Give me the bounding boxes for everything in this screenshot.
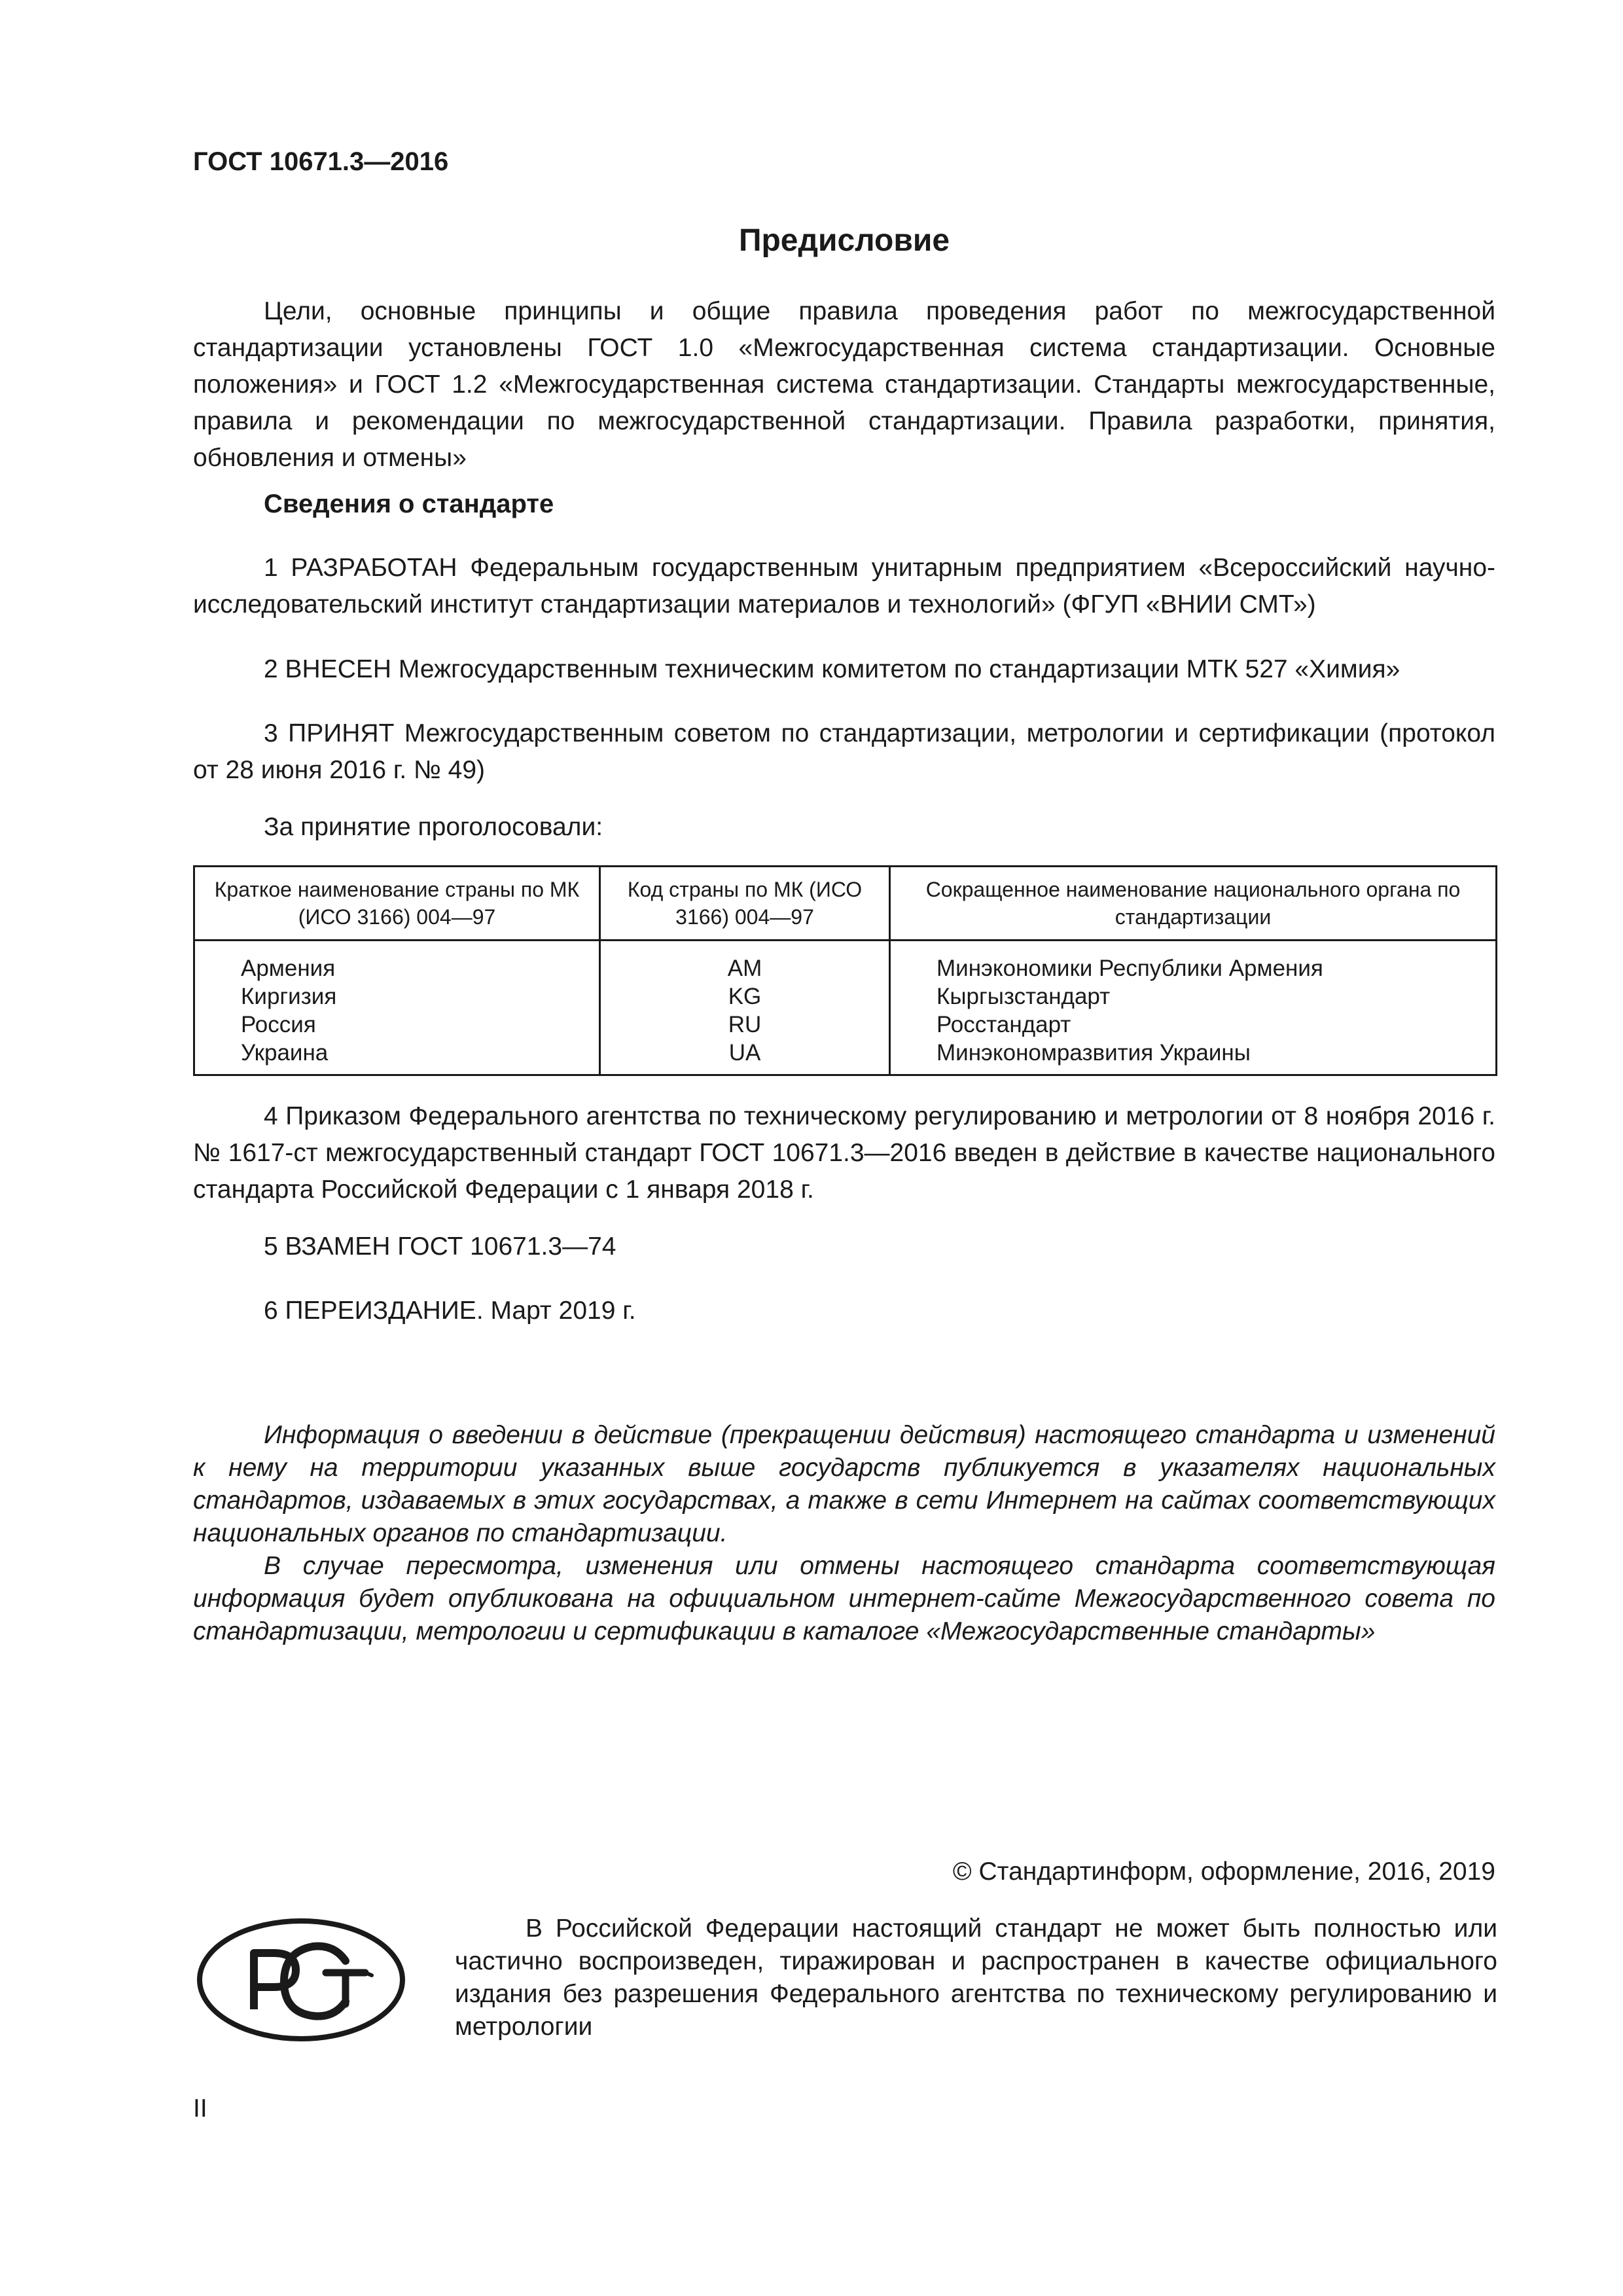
italic-note-publication: Информация о введении в действие (прекращении действия) настоящего стандарта и изменений к нему на территории указанных выше государств публикуется в указателях национальных стандартов, издаваемых в этих государствах, а также в сети Интернет на сайтах соответствующих национальных органов по стандартизации. <box>193 1421 1495 1547</box>
intro-paragraph: Цели, основные принципы и общие правила проведения работ по межгосударственной стандартизации установлены ГОСТ 1.0 «Межгосударственная система стандартизации. Основные положения» и ГОСТ 1.2 «Межгосударственная система стандартизации. Стандарты межгосударственные, правила и рекомендации по межгосударственной стандартизации. Правила разработки, принятия, обновления и отмены» <box>193 297 1495 472</box>
table-header-row <box>194 867 1497 941</box>
document-code: ГОСТ 10671.3—2016 <box>193 147 449 176</box>
page-title: Предисловие <box>738 223 950 258</box>
standards-body: Минэкономики Республики Армения <box>936 956 1323 981</box>
country-code: KG <box>728 984 762 1009</box>
header-standards-body: Сокращенное наименование национального органа по стандартизации <box>890 867 1497 941</box>
country-name: Киргизия <box>241 984 337 1009</box>
country-name: Россия <box>241 1012 316 1037</box>
item-order: 4 Приказом Федерального агентства по техническому регулированию и метрологии от 8 ноября 2016 г. № 1617-ст межгосударственный стандарт ГОСТ 10671.3—2016 введен в действие в качестве национального стандарта Российской Федерации с 1 января 2018 г. <box>193 1102 1495 1204</box>
info-heading: Сведения о стандарте <box>264 490 554 518</box>
standards-body: Кыргызстандарт <box>936 984 1111 1009</box>
standards-body: Росстандарт <box>936 1012 1071 1037</box>
body-column <box>890 941 1497 1075</box>
italic-note-revision: В случае пересмотра, изменения или отмены настоящего стандарта соответствующая информация будет опубликована на официальном интернет-сайте Межгосударственного совета по стандартизации, метрологии и сертификации в каталоге «Межгосударственные стандарты» <box>193 1552 1495 1645</box>
country-name: Украина <box>241 1040 329 1066</box>
item-introduced: 2 ВНЕСЕН Межгосударственным техническим комитетом по стандартизации МТК 527 «Химия» <box>264 655 1400 683</box>
country-code: UA <box>728 1040 761 1066</box>
votes-intro: За принятие проголосовали: <box>264 813 603 841</box>
item-adopted: 3 ПРИНЯТ Межгосударственным советом по стандартизации, метрологии и сертификации (протокол от 28 июня 2016 г. № 49) <box>193 719 1495 784</box>
country-code: AM <box>727 956 762 981</box>
item-replaces: 5 ВЗАМЕН ГОСТ 10671.3—74 <box>264 1232 616 1261</box>
standards-body: Минэкономразвития Украины <box>936 1040 1251 1066</box>
country-code: RU <box>728 1012 762 1037</box>
country-name: Армения <box>241 956 336 981</box>
votes-table <box>193 865 1497 1076</box>
country-column <box>194 941 600 1075</box>
page-number: II <box>193 2094 207 2123</box>
item-reissue: 6 ПЕРЕИЗДАНИЕ. Март 2019 г. <box>264 1297 636 1325</box>
rst-certification-mark-icon <box>196 1916 406 2044</box>
reproduction-notice: В Российской Федерации настоящий стандарт не может быть полностью или частично воспроизведен, тиражирован и распространен в качестве официального издания без разрешения Федерального агентства по техническому регулированию и метрологии <box>455 1914 1497 2041</box>
copyright: © Стандартинформ, оформление, 2016, 2019 <box>952 1857 1495 1886</box>
header-country-name: Краткое наименование страны по МК (ИСО 3166) 004—97 <box>194 867 600 941</box>
table-row <box>194 941 1497 1075</box>
header-country-code: Код страны по МК (ИСО 3166) 004—97 <box>600 867 890 941</box>
item-developed: 1 РАЗРАБОТАН Федеральным государственным унитарным предприятием «Всероссийский научно-исследовательский институт стандартизации материалов и технологий» (ФГУП «ВНИИ СМТ») <box>193 554 1495 619</box>
code-column <box>600 941 890 1075</box>
